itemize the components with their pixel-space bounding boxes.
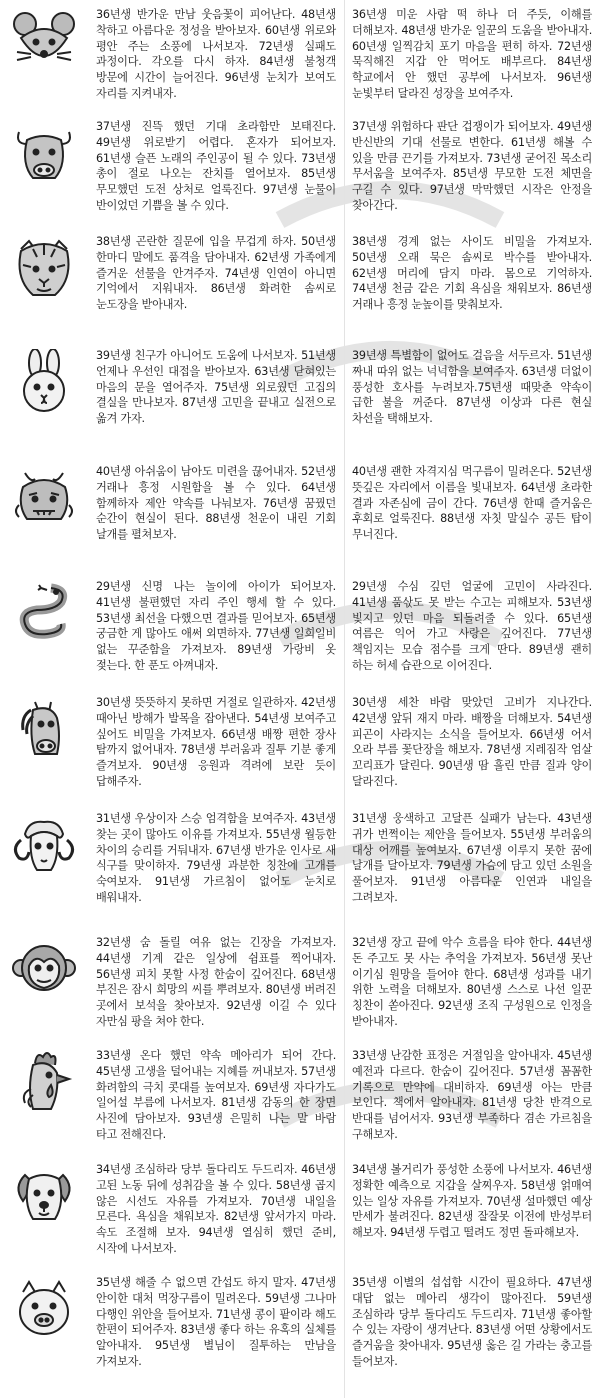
zodiac-row bbox=[0, 235, 600, 312]
fortune-text-left: 38년생 곤란한 질문에 입을 무겁게 하자. 50년생 한마디 말에도 품격을 담아내자. 62년생 가족에게 즐거운 선물을 안겨주자. 74년생 인연이 아니면 기억에서 지워내자. 86년생 화려한 솜씨로 눈도장을 받아내자. bbox=[96, 235, 336, 312]
fortune-text-right: 29년생 수심 깊던 얼굴에 고민이 사라진다. 41년생 품삯도 못 받는 수고는 피해보자. 53년생 빛지고 있던 마음 되돌려줄 수 있다. 65년생 여름은 익어 가고 사랑은 깊어진다. 77년생 책임지는 모습 점수를 크게 딴다. 89년생 괜히 하는 허세 습관으로 이어진다. bbox=[352, 580, 592, 672]
zodiac-row bbox=[0, 696, 600, 788]
fortune-text-right: 39년생 특별함이 없어도 걸음을 서두르자. 51년생 짜내 따위 없는 넉넉함을 보여주자. 63년생 더없이 풍성한 호사를 누려보자.75년생 때맞춘 약속이 급한 불을 꺼준다. 87년생 이상과 다른 현실 차선을 택해보자. bbox=[352, 349, 592, 426]
zodiac-row bbox=[0, 120, 600, 212]
fortune-text-right: 33년생 난감한 표정은 거절임을 알아내자. 45년생 예전과 다르다. 한숨이 깊어진다. 57년생 꼼꼼한 기록으로 만약에 대비하자. 69년생 아는 만큼 보인다. 책에서 알아내자. 81년생 당찬 반격으로 반대를 넘어서자. 93년생 부족하다 겸손 가르침을 구해보자. bbox=[352, 1049, 592, 1141]
fortune-text-right: 37년생 위험하다 판단 겁쟁이가 되어보자. 49년생 반신반의 기대 선물로 변한다. 61년생 해볼 수 있을 만큼 끈기를 가져보자. 73년생 굳어진 목소리 무서움을 보여주자. 85년생 무모한 도전 체면을 구길 수 있다. 97년생 막막했던 시작은 안정을 찾아간다. bbox=[352, 120, 592, 212]
zodiac-row bbox=[0, 1163, 600, 1255]
zodiac-row bbox=[0, 936, 600, 1028]
fortune-text-right: 40년생 괜한 자격지심 먹구름이 밀려온다. 52년생 뜻깊은 자리에서 이름을 빛내보자. 64년생 초라한 결과 자존심에 금이 간다. 76년생 한때 즐거움은 후회로 얼룩진다. 88년생 자칫 말실수 공든 탑이 무너진다. bbox=[352, 465, 592, 542]
fortune-text-right: 38년생 경계 없는 사이도 비밀을 가져보자. 50년생 오래 묵은 솜씨로 박수를 받아내자. 62년생 머리에 담지 마라. 몸으로 기억하자. 74년생 천금 같은 기회 욕심을 채워보자. 86년생 거래나 흥정 눈높이를 맞춰보자. bbox=[352, 235, 592, 312]
fortune-text-left: 36년생 반가운 만남 웃음꽃이 피어난다. 48년생 착하고 아름다운 정성을 받아보자. 60년생 위로와 평안 주는 소풍에 나서보자. 72년생 실패도 과정이다. 각오를 다시 하자. 84년생 불청객 방문에 시간이 늘어진다. 96년생 눈치가 보여도 자리를 지켜내자. bbox=[96, 8, 336, 100]
zodiac-row bbox=[0, 465, 600, 542]
zodiac-row bbox=[0, 349, 600, 426]
zodiac-row bbox=[0, 580, 600, 672]
fortune-text-left: 29년생 신명 나는 놀이에 아이가 되어보자. 41년생 불편했던 자리 주인 행세 할 수 있다. 53년생 최선을 다했으면 결과를 믿어보자. 65년생 궁금한 게 많아도 애써 외면하자. 77년생 일희일비 없는 꾸준함을 가져보자. 89년생 가랑비 옷 젖는다. 한 푼도 아껴내자. bbox=[96, 580, 336, 672]
tiger-icon bbox=[0, 235, 88, 301]
fortune-text-left: 35년생 해줄 수 없으면 간섭도 하지 말자. 47년생 안이한 대처 먹장구름이 밀려온다. 59년생 그나마 다행인 위안을 들어보자. 71년생 콩이 팥이라 해도 한편이 되어주자. 83년생 좋다 하는 유혹의 실체를 알아내자. 95년생 별님이 질투하는 만남을 가져보자. bbox=[96, 1276, 336, 1368]
fortune-text-left: 37년생 진뜩 했던 기대 초라함만 보태진다. 49년생 위로받기 어렵다. 혼자가 되어보자. 61년생 슬픈 노래의 주인공이 될 수 있다. 73년생 총이 절로 나오는 잔치를 열어보자. 85년생 무모했던 도전 상처로 얼룩진다. 97년생 눈물이 반이었던 기쁨을 볼 수 있다. bbox=[96, 120, 336, 212]
fortune-text-right: 34년생 볼거리가 풍성한 소풍에 나서보자. 46년생 정확한 예측으로 지갑을 살찌우자. 58년생 얽매여 있는 일상 자유를 가져보자. 70년생 설마했던 예상 만세가 불려진다. 82년생 잘잘못 이전에 반성부터 해보자. 94년생 두렵고 떨려도 정면 돌파해보자. bbox=[352, 1163, 592, 1240]
fortune-text-right: 30년생 세찬 바람 맞았던 고비가 지나간다. 42년생 앞뒤 재지 마라. 배짱을 더해보자. 54년생 피곤이 사라지는 소식을 들어보자. 66년생 어서 오라 부름 꽃단장을 해보자. 78년생 지레짐작 엄살 꼬리표가 달린다. 90년생 땀 흘린 만큼 질과 양이 달라진다. bbox=[352, 696, 592, 788]
fortune-text-left: 32년생 숨 돌릴 여유 없는 긴장을 가져보자. 44년생 기계 같은 일상에 쉼표를 찍어내자. 56년생 피치 못할 사정 한숨이 깊어진다. 68년생 부진은 잠시 희망의 씨를 뿌려보자. 80년생 버려진 곳에서 보석을 찾아보자. 92년생 이길 수 있다 자만심 팡을 쳐야 한다. bbox=[96, 936, 336, 1028]
snake-icon bbox=[0, 580, 88, 646]
fortune-text-left: 30년생 뜻뜻하지 못하면 거절로 일관하자. 42년생 때아닌 방해가 발목을 잡아낸다. 54년생 보여주고 싶어도 비밀을 가져보자. 66년생 배짱 편한 장사 탐까지 없어내자. 78년생 부러움과 질투 기분 좋게 즐겨보자. 90년생 응원과 격려에 보란 듯이 답해주자. bbox=[96, 696, 336, 788]
dragon-icon bbox=[0, 465, 88, 531]
fortune-text-left: 31년생 우상이자 스승 엄격함을 보여주자. 43년생 찾는 곳이 많아도 이유를 가져보자. 55년생 월등한 차이의 승리를 거둬내자. 67년생 반가운 인사로 새 식구를 맞이하자. 79년생 과분한 칭찬에 고개를 숙여보자. 91년생 가르침이 없어도 눈치로 배워내자. bbox=[96, 812, 336, 904]
fortune-text-left: 39년생 친구가 아니어도 도움에 나서보자. 51년생 언제나 우선인 대접을 받아보자. 63년생 닫혀있는 마음의 문을 열어주자. 75년생 외로웠던 고집의 결실을 만나보자. 87년생 고민을 끝내고 실전으로 옮겨 가자. bbox=[96, 349, 336, 426]
sheep-icon bbox=[0, 812, 88, 878]
fortune-text-right: 35년생 이별의 섭섭함 시간이 필요하다. 47년생 대답 없는 메아리 생각이 많아진다. 59년생 조심하라 당부 돌다리도 두드리자. 71년생 좋아할 수 있는 자랑이 생겨난다. 83년생 어떤 상황에서도 즐거움을 찾아내자. 95년생 옳은 길 가라는 충고를 들어보자. bbox=[352, 1276, 592, 1368]
rat-icon bbox=[0, 8, 88, 74]
fortune-text-right: 31년생 웅색하고 고달픈 실패가 남는다. 43년생 귀가 번쩍이는 제안을 들어보자. 55년생 부러움의 대상 어깨를 높여보자. 67년생 이루지 못한 꿈에 날개를 달아보자. 79년생 가슴에 담고 있던 소원을 풀어보자. 91년생 아름다운 인연과 내일을 그려보자. bbox=[352, 812, 592, 904]
fortune-text-right: 36년생 미운 사람 떡 하나 더 주듯, 이해를 더해보자. 48년생 반가운 일꾼의 도움을 받아내자. 60년생 일찍감치 포기 마음을 편히 하자. 72년생 묵직해진 지갑 안 먹어도 배부르다. 84년생 학교에서 안 했던 공부에 나서보자. 96년생 눈빛부터 달라진 성장을 보여주자. bbox=[352, 8, 592, 100]
rooster-icon bbox=[0, 1049, 88, 1115]
zodiac-row bbox=[0, 8, 600, 100]
pig-icon bbox=[0, 1276, 88, 1342]
monkey-icon bbox=[0, 936, 88, 1002]
fortune-text-left: 34년생 조심하라 당부 돌다리도 두드리자. 46년생 고된 노동 뒤에 성취감을 볼 수 있다. 58년생 곱지 않은 시선도 자유를 가져보자. 70년생 내일을 모른다. 욕심을 채워보자. 82년생 앞서가지 마라. 속도 조절해 보자. 94년생 열심히 했던 준비, 시작에 나서보자. bbox=[96, 1163, 336, 1255]
zodiac-row bbox=[0, 1049, 600, 1141]
fortune-text-left: 33년생 온다 했던 약속 메아리가 되어 간다. 45년생 고생을 덜어내는 지혜를 꺼내보자. 57년생 화려함의 극치 콧대를 높여보자. 69년생 자다가도 일어설 부름에 나서보자. 81년생 감동의 한 장면 사진에 담아보자. 93년생 은밀히 나는 말 바람 타고 전해진다. bbox=[96, 1049, 336, 1141]
ox-icon bbox=[0, 120, 88, 186]
horse-icon bbox=[0, 696, 88, 762]
rabbit-icon bbox=[0, 349, 88, 415]
zodiac-row bbox=[0, 812, 600, 904]
fortune-text-right: 32년생 장고 끝에 악수 흐름을 타야 한다. 44년생 돈 주고도 못 사는 추억을 가져보자. 56년생 못난 이기심 원망을 들어야 한다. 68년생 성과를 내기 위한 노력을 더해보자. 80년생 스스로 나선 일꾼 칭찬이 쏟아진다. 92년생 조직 구성원으로 인정을 받아내자. bbox=[352, 936, 592, 1028]
dog-icon bbox=[0, 1163, 88, 1229]
fortune-text-left: 40년생 아쉬움이 남아도 미련을 끊어내자. 52년생 거래나 흥정 시원함을 볼 수 있다. 64년생 함께하자 제안 약속를 나눠보자. 76년생 꿈꿨던 순간이 현실이 된다. 88년생 천운이 내린 기회 날개를 펼쳐보자. bbox=[96, 465, 336, 542]
zodiac-row bbox=[0, 1276, 600, 1368]
